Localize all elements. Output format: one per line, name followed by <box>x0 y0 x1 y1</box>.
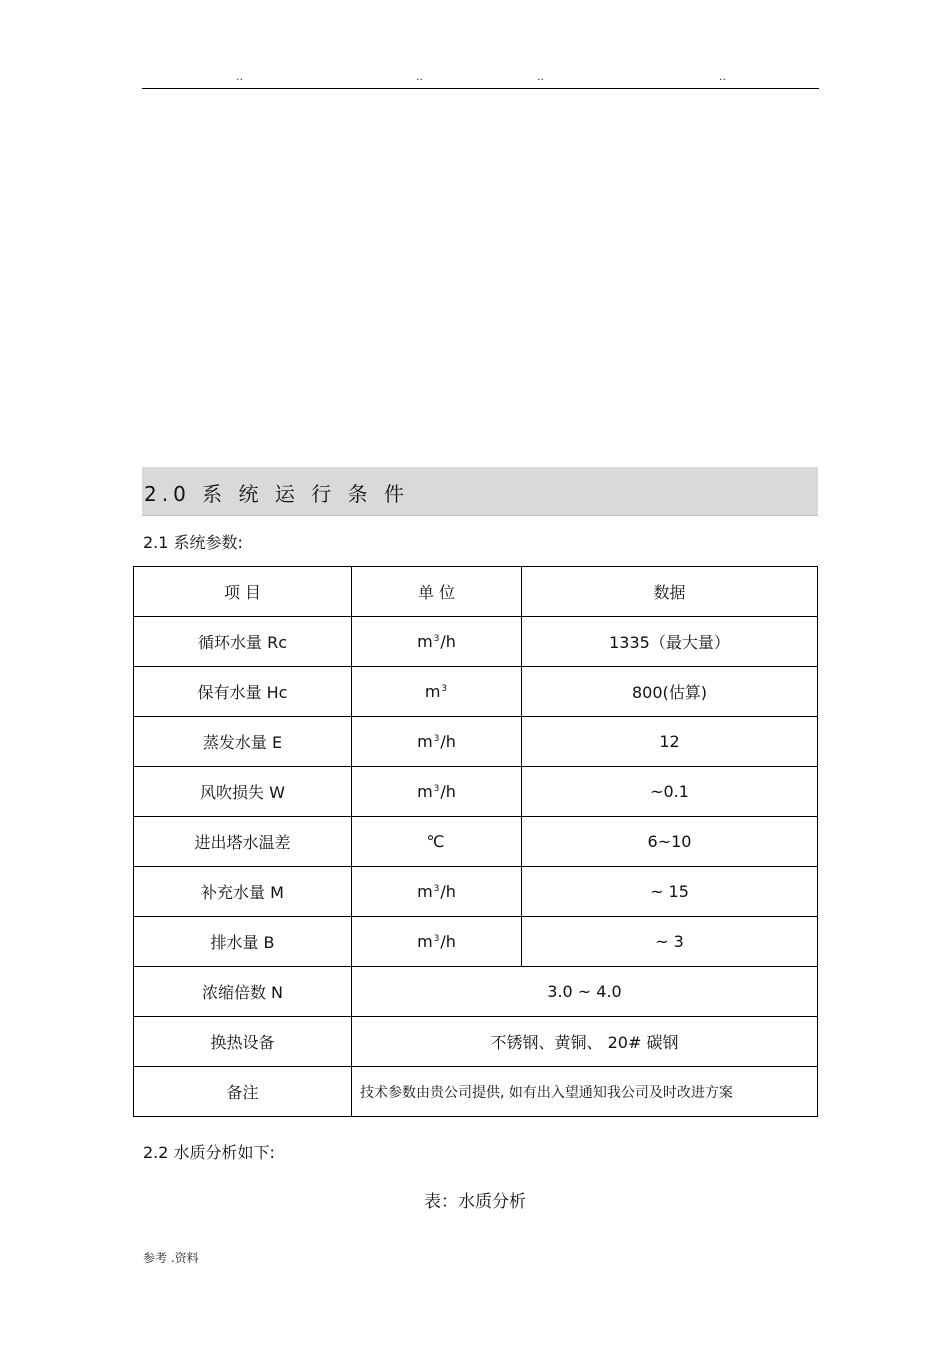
unit-cell: ℃ <box>352 817 522 867</box>
table-row <box>134 1067 818 1117</box>
unit-cell: $m^3/h$ <box>352 617 522 667</box>
item-cell: 保有水量 Hc <box>134 667 352 717</box>
table-row <box>134 717 818 767</box>
header-mark: .. <box>537 70 544 83</box>
page-footer: 参考 .资料 <box>143 1251 199 1265</box>
value-cell: 3.0 ~ 4.0 <box>352 967 818 1017</box>
value-cell: ~ 15 <box>522 867 818 917</box>
table-row <box>134 617 818 667</box>
table-row <box>134 917 818 967</box>
item-cell: 风吹损失 W <box>134 767 352 817</box>
subsection-heading: 2.1 系统参数: <box>143 533 243 552</box>
system-parameters-table <box>133 566 818 1117</box>
header-mark: .. <box>719 70 726 83</box>
note-cell: 技术参数由贵公司提供, 如有出入望通知我公司及时改进方案 <box>352 1067 818 1117</box>
header-rule <box>142 88 819 89</box>
unit-cell: $m^3/h$ <box>352 767 522 817</box>
header-mark: .. <box>236 70 243 83</box>
column-header: 数据 <box>522 567 818 617</box>
value-cell: 12 <box>522 717 818 767</box>
table-header-row <box>134 567 818 617</box>
header-mark: .. <box>416 70 423 83</box>
table-row <box>134 817 818 867</box>
subsection-heading: 2.2 水质分析如下: <box>143 1143 275 1162</box>
value-cell: 800(估算) <box>522 667 818 717</box>
page-header-marks <box>0 70 950 84</box>
item-cell: 备注 <box>134 1067 352 1117</box>
table-row <box>134 667 818 717</box>
value-cell: ~0.1 <box>522 767 818 817</box>
unit-cell: $m^3/h$ <box>352 917 522 967</box>
unit-cell: $m^3/h$ <box>352 867 522 917</box>
item-cell: 补充水量 M <box>134 867 352 917</box>
value-cell: 1335（最大量） <box>522 617 818 667</box>
table-row <box>134 1017 818 1067</box>
unit-cell: $m^3/h$ <box>352 717 522 767</box>
item-cell: 蒸发水量 E <box>134 717 352 767</box>
table-caption: 表：水质分析 <box>424 1192 526 1212</box>
unit-cell: $m^3$ <box>352 667 522 717</box>
item-cell: 循环水量 Rc <box>134 617 352 667</box>
table-row <box>134 967 818 1017</box>
value-cell: 不锈钢、黄铜、 20# 碳钢 <box>352 1017 818 1067</box>
table-row <box>134 867 818 917</box>
section-heading-bar <box>142 467 818 516</box>
item-cell: 浓缩倍数 N <box>134 967 352 1017</box>
table-row <box>134 767 818 817</box>
section-title: 2.0 系 统 运 行 条 件 <box>144 482 409 506</box>
column-header: 项 目 <box>134 567 352 617</box>
value-cell: ~ 3 <box>522 917 818 967</box>
item-cell: 换热设备 <box>134 1017 352 1067</box>
column-header: 单 位 <box>352 567 522 617</box>
value-cell: 6~10 <box>522 817 818 867</box>
item-cell: 进出塔水温差 <box>134 817 352 867</box>
item-cell: 排水量 B <box>134 917 352 967</box>
